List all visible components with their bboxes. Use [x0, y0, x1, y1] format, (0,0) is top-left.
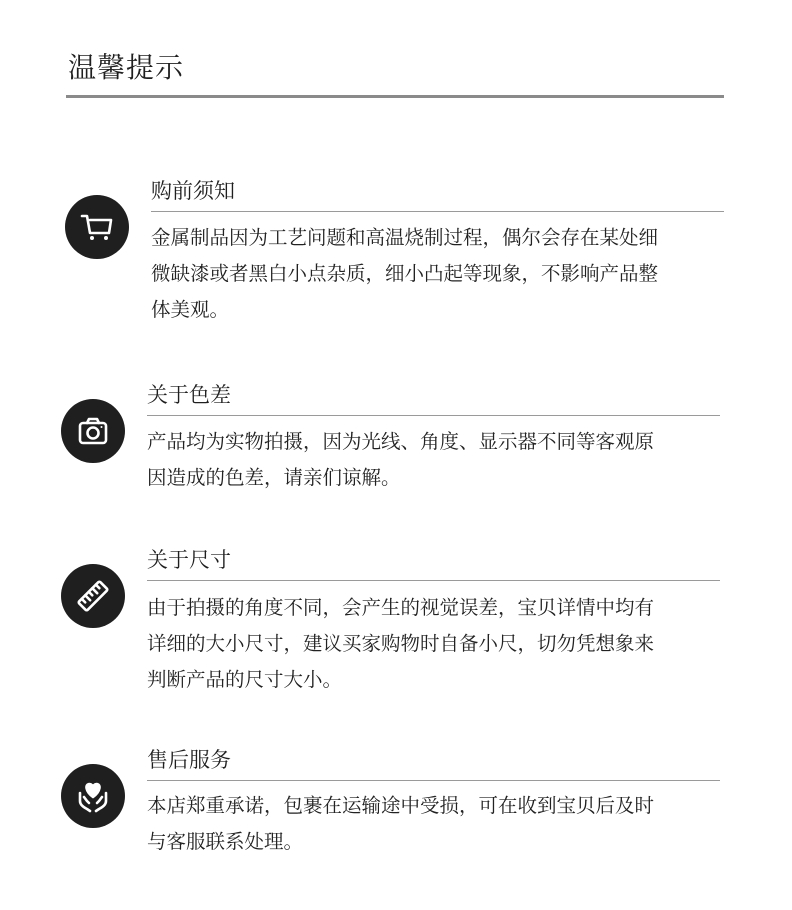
body-line: 判断产品的尺寸大小。: [147, 668, 343, 691]
section-heading: 售后服务: [147, 748, 231, 772]
section-body: [147, 590, 654, 698]
section-body: [147, 788, 654, 860]
section-heading: 关于色差: [147, 383, 231, 407]
body-line: 详细的大小尺寸，建议买家购物时自备小尺，切勿凭想象来: [147, 632, 655, 655]
section-heading: 关于尺寸: [147, 548, 231, 572]
section-body: [151, 220, 658, 328]
body-line: 微缺漆或者黑白小点杂质，细小凸起等现象，不影响产品整: [151, 262, 659, 285]
hands-heart-icon: [61, 764, 125, 828]
section-heading: 购前须知: [151, 179, 235, 203]
ruler-icon: [61, 564, 125, 628]
body-line: 本店郑重承诺，包裹在运输途中受损，可在收到宝贝后及时: [147, 794, 655, 817]
shopping-cart-icon: [65, 195, 129, 259]
body-line: 因造成的色差，请亲们谅解。: [147, 466, 401, 489]
section-divider: [151, 211, 724, 212]
body-line: 体美观。: [151, 298, 230, 321]
camera-icon: [61, 399, 125, 463]
body-line: 由于拍摄的角度不同，会产生的视觉误差，宝贝详情中均有: [147, 596, 655, 619]
body-line: 与客服联系处理。: [147, 830, 304, 853]
section-divider: [147, 780, 720, 781]
body-line: 产品均为实物拍摄，因为光线、角度、显示器不同等客观原: [147, 430, 655, 453]
section-divider: [147, 580, 720, 581]
section-body: [147, 424, 654, 496]
title-divider: [66, 95, 724, 98]
body-line: 金属制品因为工艺问题和高温烧制过程，偶尔会存在某处细: [151, 226, 659, 249]
section-divider: [147, 415, 720, 416]
page-title: 温馨提示: [68, 51, 185, 84]
